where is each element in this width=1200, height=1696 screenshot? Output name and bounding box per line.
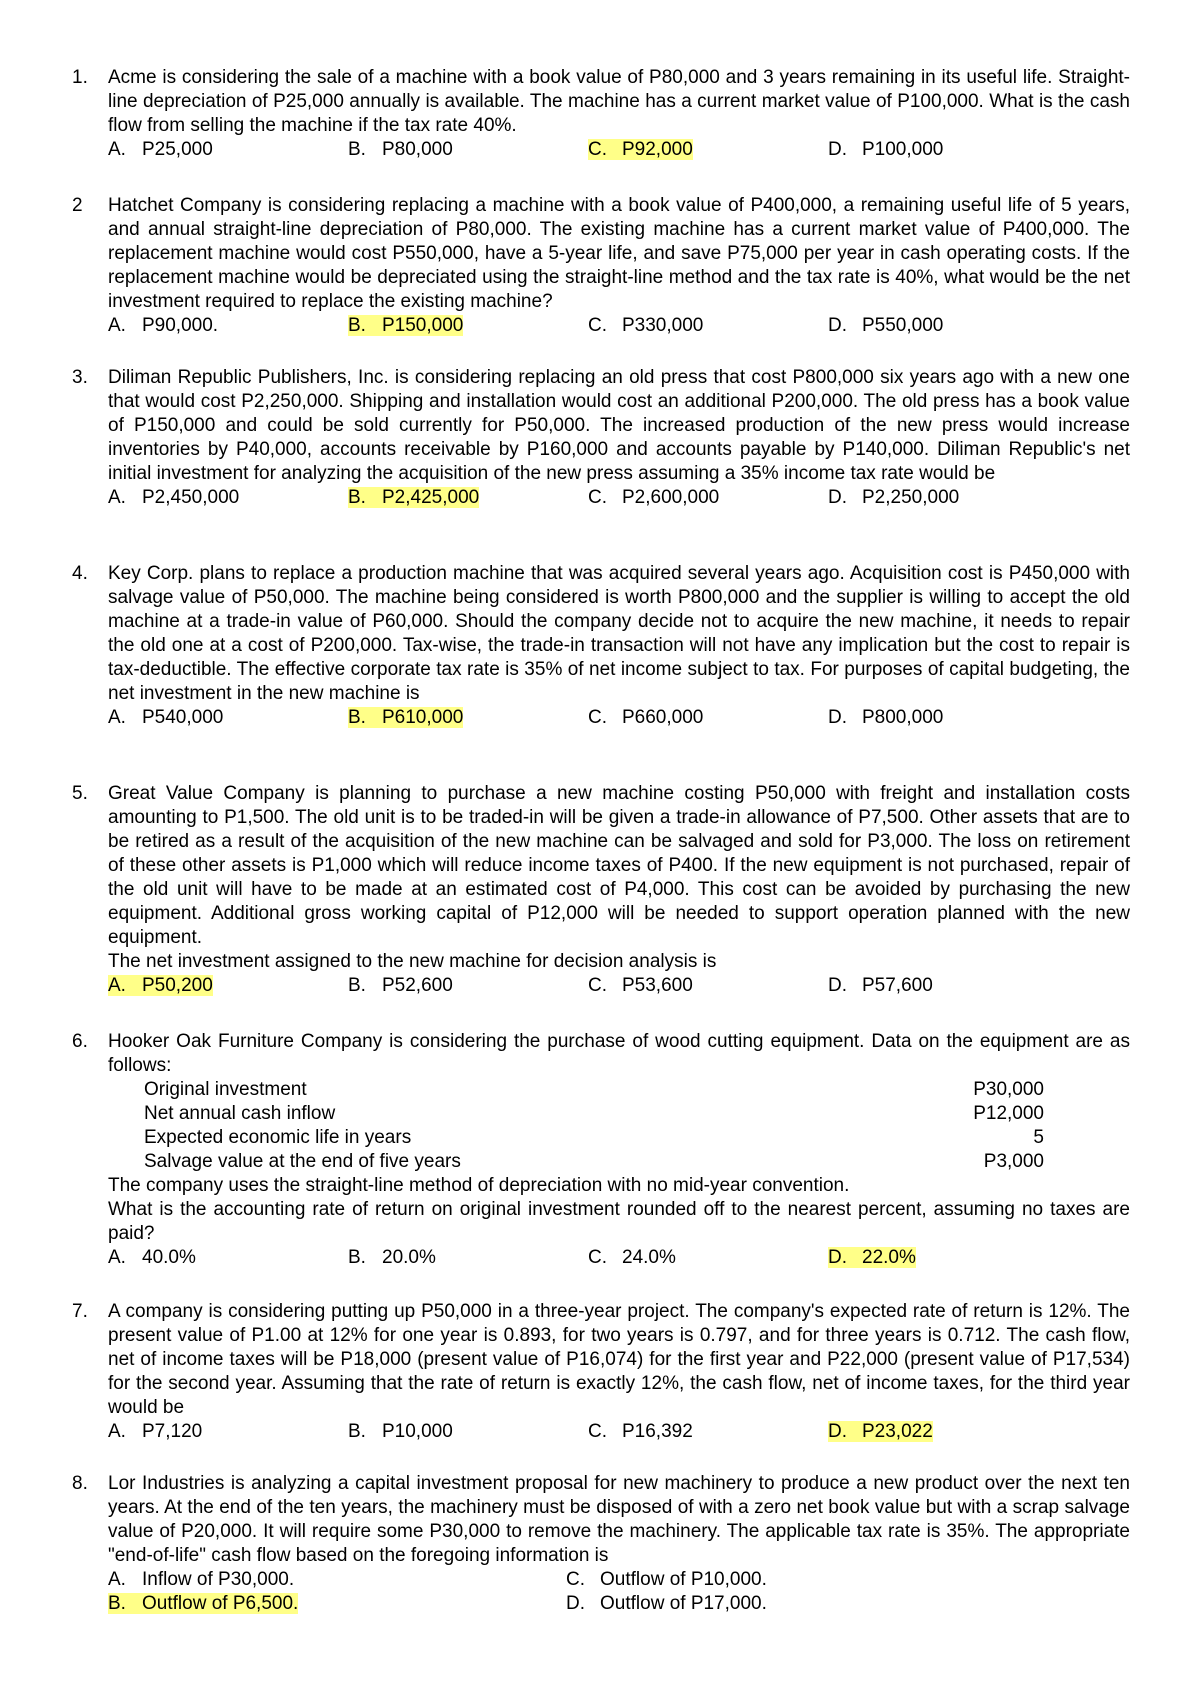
- question-stem-continued: What is the accounting rate of return on original investment rounded off to the nearest percent, assuming no taxes are paid?: [108, 1199, 1130, 1244]
- answer-choices: [108, 1568, 1130, 1616]
- highlighted-answer: D. P23,022: [828, 1421, 933, 1442]
- choice-c: [588, 138, 828, 162]
- question-3: [72, 366, 1130, 510]
- question-stem: Hatchet Company is considering replacing a machine with a book value of P400,000, a remaining useful life of 5 years, and annual straight-line depreciation of P80,000. The existing machine has a current market value of P400,000. The replacement machine would cost P550,000, have a 5-year life, and save P75,000 per year in cash operating costs. If the replacement machine would be depreciated using the straight-line method and the tax rate is 40%, what would be the net investment required to replace the existing machine?: [108, 195, 1130, 312]
- choice-a: [108, 974, 348, 998]
- question-stem: Acme is considering the sale of a machine with a book value of P80,000 and 3 years remaining in its useful life. Straight-line depreciation of P25,000 annually is available. The machine has a current market value of P100,000. What is the cash flow from selling the machine if the tax rate 40%.: [108, 67, 1130, 136]
- choice-c: C. P53,600: [588, 975, 693, 996]
- highlighted-answer: C. P92,000: [588, 139, 693, 160]
- choice-b: B. P52,600: [348, 975, 453, 996]
- choice-b: [108, 1592, 566, 1616]
- choice-a: A. P7,120: [108, 1421, 203, 1442]
- highlighted-answer: D. 22.0%: [828, 1247, 916, 1268]
- highlighted-answer: B. Outflow of P6,500.: [108, 1593, 299, 1614]
- equipment-data-table: [144, 1078, 1044, 1174]
- choice-d: D. P2,250,000: [828, 487, 960, 508]
- choice-a: A. P25,000: [108, 139, 213, 160]
- choice-b: B. P80,000: [348, 139, 453, 160]
- data-row: Original investment P30,000: [144, 1079, 1044, 1100]
- choice-a: A. P90,000.: [108, 315, 219, 336]
- question-number: 3.: [72, 367, 88, 388]
- choice-b: [348, 706, 588, 730]
- question-4: [72, 562, 1130, 730]
- question-1: [72, 66, 1130, 162]
- question-6: [72, 1030, 1130, 1270]
- highlighted-answer: B. P2,425,000: [348, 487, 480, 508]
- question-stem-continued: The company uses the straight-line method of depreciation with no mid-year convention.: [108, 1175, 850, 1196]
- data-row: Net annual cash inflow P12,000: [144, 1103, 1044, 1124]
- answer-choices: [108, 706, 1130, 730]
- choice-a: A. 40.0%: [108, 1247, 196, 1268]
- choice-b: B. 20.0%: [348, 1247, 436, 1268]
- question-number: 2: [72, 195, 83, 216]
- data-row: Salvage value at the end of five years P3,000: [144, 1151, 1044, 1172]
- choice-c: C. P2,600,000: [588, 487, 720, 508]
- choice-c: C. 24.0%: [588, 1247, 676, 1268]
- choice-a: A. P540,000: [108, 707, 224, 728]
- choice-c: C. P16,392: [588, 1421, 693, 1442]
- question-number: 6.: [72, 1031, 88, 1052]
- choice-b: [348, 314, 588, 338]
- highlighted-answer: A. P50,200: [108, 975, 213, 996]
- choice-d: [828, 1246, 1108, 1270]
- choice-c: C. P660,000: [588, 707, 704, 728]
- answer-choices: [108, 486, 1130, 510]
- question-stem: Hooker Oak Furniture Company is considering the purchase of wood cutting equipment. Data on the equipment are as follows:: [108, 1031, 1130, 1076]
- answer-choices: [108, 1420, 1130, 1444]
- choice-c: C. P330,000: [588, 315, 704, 336]
- highlighted-answer: B. P150,000: [348, 315, 464, 336]
- question-stem: Lor Industries is analyzing a capital investment proposal for new machinery to produce a new product over the next ten years. At the end of the ten years, the machinery must be disposed of with a zero net book value but with a scrap salvage value of P20,000. It will require some P30,000 to remove the machinery. The applicable tax rate is 35%. The appropriate "end-of-life" cash flow based on the foregoing information is: [108, 1473, 1130, 1566]
- question-number: 4.: [72, 563, 88, 584]
- choice-d: D. P800,000: [828, 707, 944, 728]
- choice-d: D. P57,600: [828, 975, 933, 996]
- choice-b: B. P10,000: [348, 1421, 453, 1442]
- question-number: 5.: [72, 783, 88, 804]
- data-row: Expected economic life in years 5: [144, 1127, 1044, 1148]
- choice-d: [828, 1420, 1108, 1444]
- question-stem: Great Value Company is planning to purchase a new machine costing P50,000 with freight and installation costs amounting to P1,500. The old unit is to be traded-in will be given a trade-in allowance of P7,500. Other assets that are to be retired as a result of the acquisition of the new machine can be salvaged and sold for P3,000. The loss on retirement of these other assets is P1,000 which will reduce income taxes of P400. If the new equipment is not purchased, repair of the old unit will have to be made at an estimated cost of P4,000. This cost can be avoided by purchasing the new equipment. Additional gross working capital of P12,000 will be needed to support operation planned with the new equipment.: [108, 783, 1130, 948]
- choice-c: C. Outflow of P10,000.: [566, 1569, 767, 1590]
- choice-a: A. P2,450,000: [108, 487, 240, 508]
- question-stem: Key Corp. plans to replace a production machine that was acquired several years ago. Acquisition cost is P450,000 with salvage value of P50,000. The machine being considered is worth P800,000 and the supplier is willing to accept the old machine at a trade-in value of P60,000. Should the company decide not to acquire the new machine, it needs to repair the old one at a cost of P200,000. Tax-wise, the trade-in transaction will not have any implication but the cost to repair is tax-deductible. The effective corporate tax rate is 35% of net income subject to tax. For purposes of capital budgeting, the net investment in the new machine is: [108, 563, 1130, 704]
- highlighted-answer: B. P610,000: [348, 707, 464, 728]
- question-number: 1.: [72, 67, 88, 88]
- answer-choices: [108, 1246, 1130, 1270]
- question-number: 8.: [72, 1473, 88, 1494]
- question-number: 7.: [72, 1301, 88, 1322]
- question-8: [72, 1472, 1130, 1616]
- question-stem-continued: The net investment assigned to the new machine for decision analysis is: [108, 951, 717, 972]
- choice-b: [348, 486, 588, 510]
- question-stem: Diliman Republic Publishers, Inc. is considering replacing an old press that cost P800,000 six years ago with a new one that would cost P2,250,000. Shipping and installation would cost an additional P200,000. The old press has a book value of P150,000 and could be sold currently for P50,000. The increased production of the new press would increase inventories by P40,000, accounts receivable by P160,000 and accounts payable by P140,000. Diliman Republic's net initial investment for analyzing the acquisition of the new press assuming a 35% income tax rate would be: [108, 367, 1130, 484]
- choice-a: A. Inflow of P30,000.: [108, 1569, 295, 1590]
- choice-d: D. P550,000: [828, 315, 944, 336]
- answer-choices: [108, 138, 1130, 162]
- answer-choices: [108, 974, 1130, 998]
- question-2: [72, 194, 1130, 338]
- question-7: [72, 1300, 1130, 1444]
- question-5: [72, 782, 1130, 998]
- choice-d: D. Outflow of P17,000.: [566, 1593, 767, 1614]
- choice-d: D. P100,000: [828, 139, 944, 160]
- answer-choices: [108, 314, 1130, 338]
- question-stem: A company is considering putting up P50,000 in a three-year project. The company's expected rate of return is 12%. The present value of P1.00 at 12% for one year is 0.893, for two years is 0.797, and for three years is 0.712. The cash flow, net of income taxes will be P18,000 (present value of P16,074) for the first year and P22,000 (present value of P17,534) for the second year. Assuming that the rate of return is exactly 12%, the cash flow, net of income taxes, for the third year would be: [108, 1301, 1130, 1418]
